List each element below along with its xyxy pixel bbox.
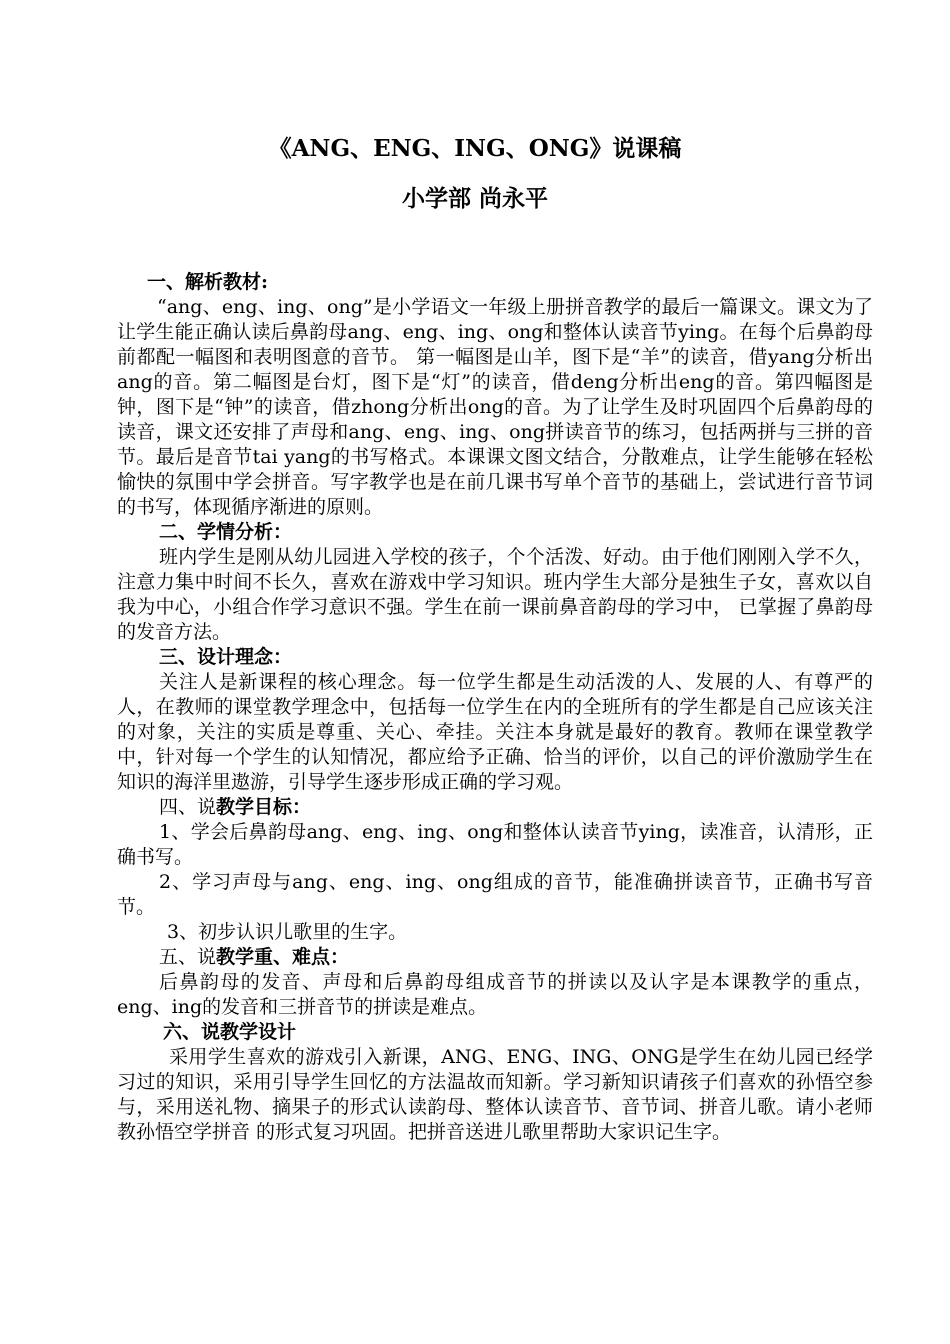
section-heading xyxy=(117,795,873,820)
section-heading: 三、设计理念： xyxy=(159,646,293,668)
objective-item: 3、初步认识儿歌里的生字。 xyxy=(167,921,408,943)
section-paragraph: 关注人是新课程的核心理念。每一位学生都是生动活泼的人、发展的人、有尊严的人，在教师的课堂教学理念中，包括每一位学生在内的全班所有的学生都是自己应该关注的对象，关注的实质是尊重、关心、牵挂。关注本身就是最好的教育。教师在课堂教学中，针对每一个学生的认知情况，都应给予正确、恰当的评价，以自己的评价激励学生在知识的海洋里遨游，引导学生逐步形成正确的学习观。 xyxy=(117,671,873,793)
section-heading-lead: 四、说 xyxy=(159,796,217,818)
section-paragraph: 班内学生是刚从幼儿园进入学校的孩子，个个活泼、好动。由于他们刚刚入学不久，注意力集中时间不长久，喜欢在游戏中学习知识。班内学生大部分是独生子女，喜欢以自我为中心，小组合作学习意识不强。学生在前一课前鼻音韵母的学习中， 已掌握了鼻韵母的发音方法。 xyxy=(117,546,873,643)
section-heading-text: 教学目标： xyxy=(216,796,312,818)
section-heading: 一、解析教材: xyxy=(147,271,269,293)
objective-item: 1、学会后鼻韵母ang、eng、ing、ong和整体认读音节ying，读准音，认清形，正确书写。 xyxy=(117,821,873,868)
section-paragraph: 采用学生喜欢的游戏引入新课，ANG、ENG、ING、ONG是学生在幼儿园已经学习过的知识，采用引导学生回忆的方法温故而知新。学习新知识请孩子们喜欢的孙悟空参与，采用送礼物、摘果子的形式认读韵母、整体认读音节、音节词、拼音儿歌。请小老师教孙悟空学拼音 的形式复习巩固。把拼音送进儿歌里帮助大家识记生字。 xyxy=(117,1046,873,1143)
document-author: 小学部 尚永平 xyxy=(401,185,548,212)
section-heading xyxy=(117,945,873,970)
section-heading-text: 教学重、难点： xyxy=(216,946,350,968)
section-heading: 二、学情分析： xyxy=(159,521,293,543)
section-paragraph: 后鼻韵母的发音、声母和后鼻韵母组成音节的拼读以及认字是本课教学的重点，eng、ing的发音和三拼音节的拼读是难点。 xyxy=(117,971,873,1018)
objective-item: 2、学习声母与ang、eng、ing、ong组成的音节，能准确拼读音节，正确书写音节。 xyxy=(117,871,873,918)
document-title: 《ANG、ENG、ING、ONG》说课稿 xyxy=(268,135,682,162)
section-paragraph: “ang、eng、ing、ong”是小学语文一年级上册拼音教学的最后一篇课文。课文为了让学生能正确认读后鼻韵母ang、eng、ing、ong和整体认读音节ying。在每个后鼻韵母前都配一幅图和表明图意的音节。 第一幅图是山羊，图下是“羊”的读音，借yang分析出ang的音。第二幅图是台灯，图下是“灯”的读音，借deng分析出eng的音。第四幅图是钟，图下是“钟”的读音，借zhong分析出ong的音。为了让学生及时巩固四个后鼻韵母的读音，课文还安排了声母和ang、eng、ing、ong拼读音节的练习，包括两拼与三拼的音节。最后是音节tai yang的书写格式。本课课文图文结合，分散难点，让学生能够在轻松愉快的氛围中学会拼音。写字教学也是在前几课书写单个音节的基础上，尝试进行音节词的书写，体现循序渐进的原则。 xyxy=(117,296,873,518)
section-heading-lead: 五、说 xyxy=(159,946,217,968)
document-body xyxy=(117,270,873,1145)
section-heading: 六、说教学设计 xyxy=(163,1021,297,1043)
